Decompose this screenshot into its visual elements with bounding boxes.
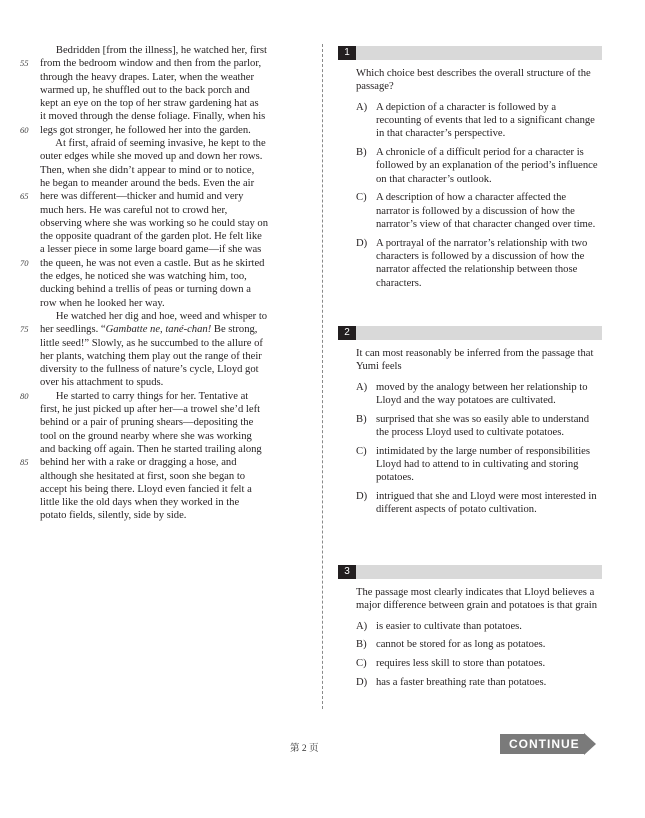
passage-line [40,164,302,177]
option-letter: B) [356,413,367,425]
answer-option-b[interactable] [356,146,602,186]
option-text: surprised that she was so easily able to understand the process Lloyd used to cultivate potatoes. [376,413,590,438]
line-text: through the heavy drapes. Later, when the weather [40,71,255,83]
passage-line [40,204,302,217]
line-text: over his attachment to spuds. [40,377,164,389]
answer-option-b[interactable] [356,413,602,440]
question-number: 3 [338,565,356,579]
line-text: Bedridden [from the illness], he watched her, first [40,45,267,56]
option-letter: A) [356,620,368,632]
question-1 [338,46,602,295]
line-text: he began to meander around the beds. Even the air [40,177,255,189]
continue-button[interactable] [500,733,596,755]
passage-line [40,71,302,84]
option-letter: B) [356,639,367,651]
passage-line [40,297,302,310]
option-letter: C) [356,658,367,670]
passage-line [40,337,302,350]
option-text: cannot be stored for as long as potatoes. [376,639,546,651]
passage-line [40,177,302,190]
option-text: is easier to cultivate than potatoes. [376,620,522,632]
question-header-bar [338,46,602,60]
page-number: 第 2 页 [290,744,319,754]
passage-line [40,363,302,376]
line-text: legs got stronger, he followed her into the garden. [40,124,251,136]
passage-line [20,124,302,137]
question-stem: It can most reasonably be inferred from the passage that Yumi feels [356,348,594,373]
line-number: 65 [20,191,29,202]
line-text: potato fields, silently, side by side. [40,510,187,522]
line-text: kept an eye on the top of her straw gardening hat as [40,98,259,110]
passage-line [40,509,302,522]
passage-line [20,57,302,70]
line-number: 70 [20,257,29,268]
answer-option-c[interactable] [356,445,602,485]
passage-line [20,456,302,469]
passage-line [40,217,302,230]
passage-line [40,310,302,323]
passage-line [40,416,302,429]
passage-line [40,270,302,283]
passage-line [20,190,302,203]
option-text: requires less skill to store than potatoes. [376,658,546,670]
question-2 [338,326,602,522]
line-text: here was different—thicker and humid and very [40,191,244,203]
line-text: the queen, he was not even a castle. But as he skirted [40,257,265,269]
line-text: from the bedroom window and then from the parlor, [40,58,262,70]
line-text: much hers. He was careful not to crowd her, [40,204,228,216]
line-text: her plants, watching them play out the range of their [40,350,262,362]
passage-line [40,150,302,163]
answer-option-d[interactable] [356,237,602,290]
line-text: the opposite quadrant of the garden plot. He felt like [40,231,262,243]
line-text: and backing off again. Then he started trailing along [40,443,262,455]
continue-label: CONTINUE [509,737,580,751]
line-text: it moved through the dense foliage. Finally, when his [40,111,266,123]
line-text: diversity to the fullness of nature’s cycle, Lloyd got [40,364,259,376]
question-3 [338,565,602,695]
question-number: 1 [338,46,356,60]
passage-line [20,257,302,270]
passage-line [40,470,302,483]
line-number: 85 [20,457,29,468]
option-text: A depiction of a character is followed by a recounting of events that led to a significant change in that character’s perspective. [376,101,595,140]
question-stem: Which choice best describes the overall structure of the passage? [356,68,591,93]
line-text: row when he looked her way. [40,297,165,309]
passage-line [40,496,302,509]
line-text: behind or a pair of pruning shears—depositing the [40,417,254,429]
question-number: 2 [338,326,356,340]
line-text: her seedlings. “Gambatte ne, tané-chan! Be strong, [40,324,258,336]
answer-option-c[interactable] [356,191,602,231]
line-text: little seed!” Slowly, as he succumbed to the allure of [40,337,263,349]
line-number: 80 [20,390,29,401]
option-letter: A) [356,101,368,113]
passage-line [40,283,302,296]
line-text: warmed up, he shuffled out to the back porch and [40,84,250,96]
passage-line [20,323,302,336]
answer-option-c[interactable] [356,657,602,670]
answer-option-a[interactable] [356,381,602,408]
line-text: although she hesitated at first, soon she began to [40,470,246,482]
option-text: has a faster breathing rate than potatoes. [376,676,547,688]
option-letter: B) [356,146,367,158]
option-text: intrigued that she and Lloyd were most interested in different aspects of potato cultivation. [376,491,597,516]
question-stem: The passage most clearly indicates that Lloyd believes a major difference between grain and potatoes is that grain [356,587,598,612]
option-letter: A) [356,381,368,393]
passage-line [40,483,302,496]
passage-line [40,243,302,256]
option-text: A portrayal of the narrator’s relationship with two characters is followed by a discussion of how the narrator affected the relationship between those characters. [376,237,588,289]
passage-line [40,84,302,97]
option-letter: C) [356,192,367,204]
passage-line [40,350,302,363]
line-number: 75 [20,324,29,335]
option-letter: C) [356,445,367,457]
passage-line [40,44,302,57]
line-text: accept his being there. Lloyd even fancied it felt a [40,483,252,495]
passage-line [40,137,302,150]
line-number: 55 [20,58,29,69]
answer-option-b[interactable] [356,638,602,651]
passage-line [40,430,302,443]
question-header-bar [338,326,602,340]
line-text: observing where she was working so he could stay on [40,217,269,229]
passage-line [40,97,302,110]
line-text: He started to carry things for her. Tentative at [40,390,249,402]
passage-line [20,390,302,403]
line-text: little like the old days when they worked in the [40,497,240,509]
option-text: A chronicle of a difficult period for a character is followed by an explanation of the period’s influence on that character’s outlook. [376,146,598,185]
line-text: a lesser piece in some large board game—if she was [40,244,262,256]
answer-option-a[interactable] [356,620,602,633]
line-text: first, he just picked up after her—a trowel she’d left [40,404,261,416]
passage-line [40,443,302,456]
option-letter: D) [356,237,368,249]
line-text: He watched her dig and hoe, weed and whisper to [40,310,268,322]
passage-line [40,110,302,123]
answer-option-a[interactable] [356,101,602,141]
reading-passage [20,44,302,523]
option-letter: D) [356,491,368,503]
option-text: moved by the analogy between her relationship to Lloyd and the way potatoes are cultivated. [376,381,588,406]
question-header-bar [338,565,602,579]
line-text: outer edges while she moved up and down her rows. [40,151,263,163]
passage-line [40,403,302,416]
line-text: ducking behind a trellis of peas or turning down a [40,284,251,296]
line-text: At first, afraid of seeming invasive, he kept to the [40,138,266,150]
line-number: 60 [20,124,29,135]
option-text: intimidated by the large number of responsibilities Lloyd had to attend to in cultivating and storing potatoes. [376,445,590,484]
line-text: tool on the ground nearby where she was working [40,430,252,442]
passage-line [40,230,302,243]
option-text: A description of how a character affected the narrator is followed by a discussion of how the narrator’s view of that character changed over time. [376,192,596,230]
answer-option-d[interactable] [356,676,602,689]
line-text: behind her with a rake or dragging a hose, and [40,457,237,469]
option-letter: D) [356,676,368,688]
passage-line [40,376,302,389]
line-text: Then, when she didn’t appear to mind or to notice, [40,164,255,176]
line-text: the edges, he noticed she was watching him, too, [40,271,247,283]
column-divider [322,44,323,709]
answer-option-d[interactable] [356,490,602,517]
